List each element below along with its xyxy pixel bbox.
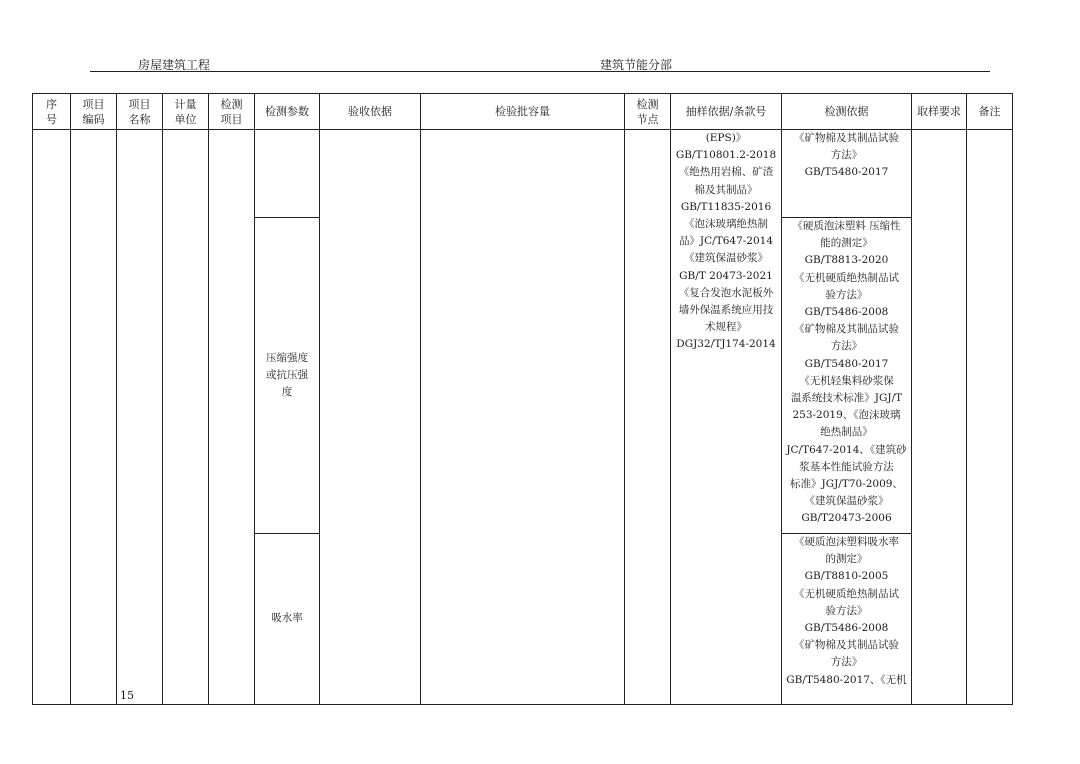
text-line: 《无机硬质绝热制品试 <box>794 271 899 284</box>
text-line: 《矿物棉及其制品试验 <box>794 323 899 336</box>
cell-remarks <box>967 130 1013 705</box>
column-header <box>320 94 421 130</box>
text-line: GB/T20473-2006 <box>801 512 892 525</box>
text-line: 术规程》 <box>705 321 747 334</box>
column-header <box>209 94 255 130</box>
column-header-line: 节点 <box>636 112 659 126</box>
column-header-line: 名称 <box>128 112 151 126</box>
cell-test-basis-top <box>782 130 912 218</box>
text-line: GB/T5480-2017 <box>804 166 889 179</box>
text-line: 《硬质泡沫塑料吸水率 <box>794 536 899 548</box>
param-line: 或抗压强 <box>266 368 308 381</box>
text-line: 《无机硬质绝热制品试 <box>794 587 899 600</box>
column-header-line: 检验批容量 <box>495 105 550 118</box>
cell-test-basis-compressive <box>782 218 912 534</box>
cell-param-water-absorption <box>255 534 320 705</box>
column-header-line: 号 <box>46 112 57 126</box>
text-line: 棉及其制品》 <box>694 183 758 196</box>
page-number: 15 <box>120 689 134 702</box>
header-rule <box>90 71 990 72</box>
column-header-line: 备注 <box>978 105 1001 118</box>
text-line: GB/T8810-2005 <box>804 570 889 583</box>
text-line: 验方法》 <box>825 604 868 617</box>
column-header-line: 抽样依据/条款号 <box>685 105 767 118</box>
cell-param-compressive <box>255 218 320 534</box>
column-header-line: 项目 <box>128 97 151 111</box>
text-line: GB/T10801.2-2018 <box>675 149 777 162</box>
spec-table <box>32 93 1013 705</box>
column-header <box>967 94 1013 130</box>
cell-test-basis-water-absorption <box>782 534 912 705</box>
cell-item-name <box>117 130 163 705</box>
text-line: GB/T5480-2017 <box>804 357 889 370</box>
text-line: 《矿物棉及其制品试验 <box>794 132 899 144</box>
table-row <box>33 130 1013 218</box>
text-line: GB/T 20473-2021 <box>679 269 773 282</box>
column-header-line: 项目 <box>220 112 243 126</box>
header-project-type: 房屋建筑工程 <box>138 58 211 72</box>
text-line: 《建筑保温砂浆》 <box>684 252 768 265</box>
text-line: 浆基本性能试验方法 <box>799 460 894 473</box>
column-header-line: 检测参数 <box>265 105 309 118</box>
text-line: (EPS)》 <box>705 132 747 144</box>
column-header <box>912 94 967 130</box>
column-header <box>255 94 320 130</box>
column-header <box>782 94 912 130</box>
text-line: 《无机轻集料砂浆保 <box>799 374 894 387</box>
column-header-line: 检测 <box>636 97 659 111</box>
column-header <box>163 94 209 130</box>
text-line: 《建筑保温砂浆》 <box>804 495 889 508</box>
cell-batch-capacity <box>421 130 625 705</box>
text-line: 方法》 <box>830 340 863 353</box>
column-header-line: 计量 <box>174 97 197 111</box>
text-line: 绝热制品》 <box>820 426 873 439</box>
table-header-row <box>33 94 1013 130</box>
cell-seq <box>33 130 71 705</box>
column-header <box>71 94 117 130</box>
param-line: 吸水率 <box>271 612 303 625</box>
text-line: GB/T11835-2016 <box>680 200 772 213</box>
text-line: 方法》 <box>830 149 863 162</box>
text-line: 标准》JGJ/T70-2009、 <box>790 478 903 491</box>
column-header <box>33 94 71 130</box>
text-line: 验方法》 <box>825 288 868 301</box>
text-line: 《硬质泡沫塑料 压缩性 <box>792 220 901 232</box>
cell-unit <box>163 130 209 705</box>
text-line: GB/T5486-2008 <box>804 622 889 635</box>
column-header <box>421 94 625 130</box>
cell-acceptance-basis <box>320 130 421 705</box>
column-header-line: 检测依据 <box>824 105 869 118</box>
param-line: 压缩强度 <box>266 351 308 364</box>
column-header-line: 检测 <box>220 97 243 111</box>
column-header <box>625 94 671 130</box>
text-line: 253-2019、《泡沫玻璃 <box>792 409 901 422</box>
column-header-line: 单位 <box>174 112 197 126</box>
text-line: 的测定》 <box>825 553 868 566</box>
text-line: 方法》 <box>830 656 863 669</box>
cell-param-top <box>255 130 320 218</box>
cell-test-node <box>625 130 671 705</box>
text-line: JC/T647-2014、《建筑砂 <box>786 443 907 456</box>
column-header-line: 取样要求 <box>917 105 961 118</box>
column-header-line: 编码 <box>82 112 105 126</box>
cell-item-code <box>71 130 117 705</box>
text-line: GB/T8813-2020 <box>804 254 889 267</box>
column-header-line: 项目 <box>82 97 105 111</box>
param-line: 度 <box>281 386 293 399</box>
column-header <box>671 94 782 130</box>
text-line: 《复合发泡水泥板外 <box>678 286 774 299</box>
text-line: GB/T5486-2008 <box>804 306 889 319</box>
column-header-line: 序 <box>46 97 57 111</box>
text-line: 品》JC/T647-2014 <box>678 235 774 248</box>
column-header-line: 验收依据 <box>348 105 392 118</box>
text-line: 《矿物棉及其制品试验 <box>794 639 899 652</box>
cell-sampling-basis <box>671 130 782 705</box>
column-header <box>117 94 163 130</box>
cell-test-item <box>209 130 255 705</box>
cell-sampling-req <box>912 130 967 705</box>
text-line: DGJ32/TJ174-2014 <box>676 338 776 351</box>
header-subsection: 建筑节能分部 <box>600 58 673 72</box>
text-line: 墙外保温系统应用技 <box>678 304 774 317</box>
text-line: 《泡沫玻璃绝热制 <box>684 218 768 231</box>
text-line: 《绝热用岩棉、矿渣 <box>678 166 774 179</box>
text-line: 能的测定》 <box>820 237 873 250</box>
text-line: GB/T5480-2017、《无机 <box>786 673 907 686</box>
text-line: 温系统技术标准》JGJ/T <box>790 392 903 405</box>
